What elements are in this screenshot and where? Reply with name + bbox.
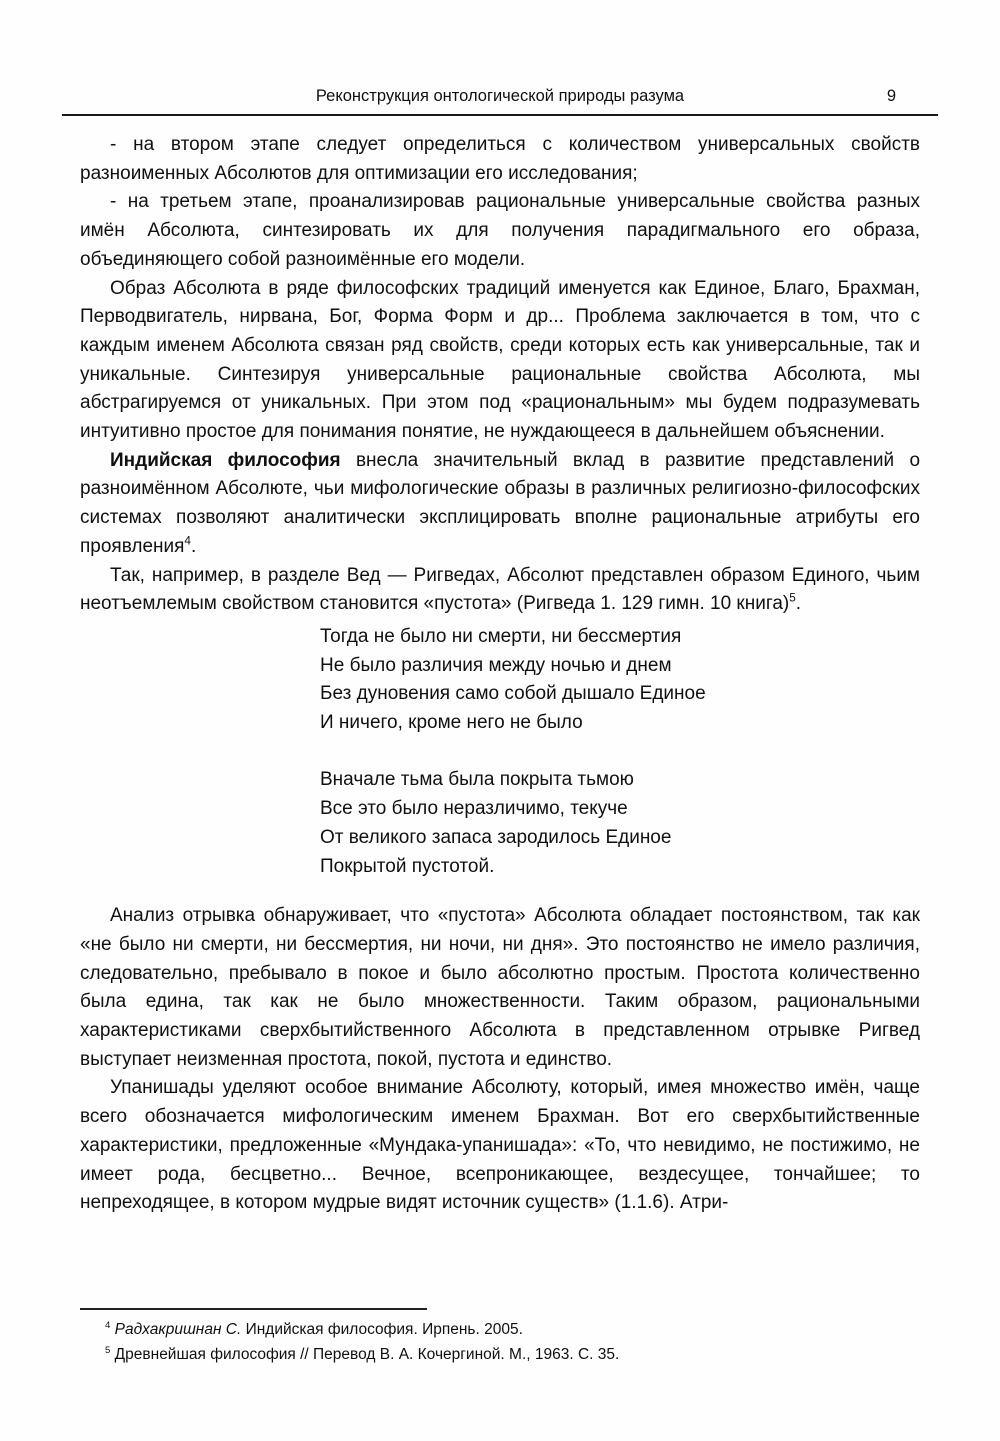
paragraph-analysis: Анализ отрывка обнаруживает, что «пустота» Абсолюта обладает постоянством, так как «не было ни смерти, ни бессмертия, ни ночи, ни дня». Это постоянство не имело различия, следовательно, пребывало в покое и было абсолютно простым. Простота количественно была едина, так как не было множественности. Таким образом, рациональными характеристиками сверхбытийственного Абсолюта в представленном отрывке Ригвед выступает неизменная простота, покой, пустота и единство. <box>80 905 920 1070</box>
verse-stanza-2 <box>320 766 920 881</box>
paragraph-indian-philosophy <box>80 447 920 562</box>
footnote-4-author: Радхакришнан С. <box>114 1321 242 1338</box>
footnote-4-text: Индийская философия. Ирпень. 2005. <box>241 1321 523 1338</box>
paragraph-absolute-names: Образ Абсолюта в ряде философских традиций именуется как Единое, Благо, Брахман, Перводвигатель, нирвана, Бог, Форма Форм и др... Проблема заключается в том, что с каждым именем Абсолюта связан ряд свойств, среди которых есть как универсальные, так и уникальные. Синтезируя универсальные рациональные свойства Абсолюта, мы абстрагируемся от уникальных. При этом под «рациональным» мы будем подразумевать интуитивно простое для понимания понятие, не нуждающееся в дальнейшем объяснении. <box>80 277 920 443</box>
running-header <box>62 86 938 116</box>
body-text <box>80 131 920 1218</box>
paragraph-rigveda <box>80 562 920 619</box>
footnote-ref-5: 5 <box>789 591 796 605</box>
verse-line: И ничего, кроме него не было <box>320 712 583 734</box>
rigveda-verse-block <box>320 623 920 881</box>
footnote-5-marker: 5 <box>105 1344 111 1356</box>
verse-line: Тогда не было ни смерти, ни бессмертия <box>320 625 682 647</box>
footnote-4-marker: 4 <box>105 1319 111 1331</box>
verse-line: Вначале тьма была покрыта тьмою <box>320 769 634 791</box>
paragraph-stage-two: - на втором этапе следует определиться с количеством универсальных свойств разноименных Абсолютов для оптимизации его исследования; <box>80 134 920 184</box>
indian-philosophy-period: . <box>190 535 197 557</box>
footnote-5-text: Древнейшая философия // Перевод В. А. Кочергиной. М., 1963. С. 35. <box>114 1346 620 1363</box>
footnote-5 <box>80 1342 920 1367</box>
verse-line: Не было различия между ночью и днем <box>320 654 672 676</box>
indian-philosophy-lead: Индийская философия <box>110 449 341 471</box>
verse-line: Покрытой пустотой. <box>320 855 495 877</box>
footnote-ref-4: 4 <box>184 534 191 548</box>
rigveda-text: Так, например, в разделе Вед — Ригведах, Абсолют представлен образом Единого, чьим неотъемлемым свойством становится «пустота» (Ригведа 1. 129 гимн. 10 книга) <box>80 564 920 615</box>
verse-stanza-1 <box>320 623 920 738</box>
page-number: 9 <box>886 87 896 105</box>
footnotes-section <box>80 1308 920 1367</box>
paragraph-stage-three: - на третьем этапе, проанализировав рациональные универсальные свойства разных имён Абсолюта, синтезировать их для получения парадигмального его образа, объединяющего собой разноимённые его модели. <box>80 191 920 270</box>
verse-line: Все это было неразличимо, текуче <box>320 798 628 820</box>
page-content <box>80 86 920 1218</box>
verse-line: Без дуновения само собой дышало Единое <box>320 683 706 705</box>
rigveda-period: . <box>795 593 802 615</box>
footnote-separator <box>80 1308 427 1310</box>
running-header-title: Реконструкция онтологической природы разума <box>315 87 685 105</box>
paragraph-upanishads: Упанишады уделяют особое внимание Абсолюту, который, имея множество имён, чаще всего обозначается мифологическим именем Брахман. Вот его сверхбытийственные характеристики, предложенные «Мундака-упанишада»: «То, что невидимо, не постижимо, не имеет рода, бесцветно... Вечное, всепроникающее, вездесущее, тончайшее; то непреходящее, в котором мудрые видят источник существ» (1.1.6). Атри- <box>80 1077 920 1214</box>
indian-philosophy-text: внесла значительный вклад в развитие представлений о разноимённом Абсолюте, чьи мифологические образы в различных религиозно-философских системах позволяют аналитически эксплицировать вполне рациональные атрибуты его проявления <box>80 449 921 557</box>
footnote-4 <box>80 1317 920 1342</box>
verse-line: От великого запаса зародилось Единое <box>320 826 672 848</box>
